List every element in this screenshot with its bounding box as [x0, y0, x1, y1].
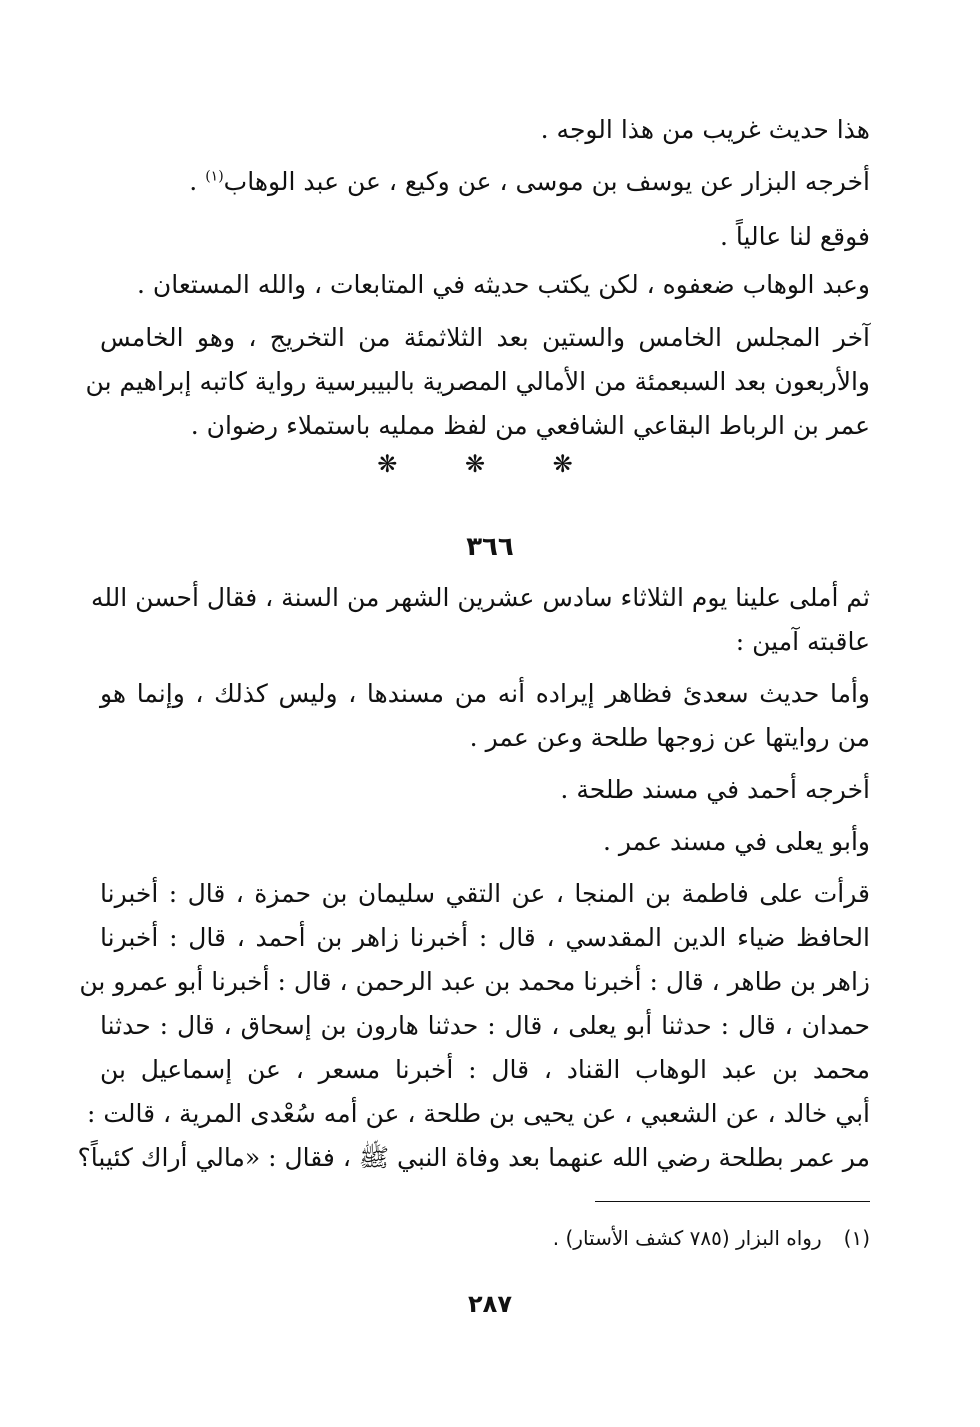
text-line: أخرجه أحمد في مسند طلحة .	[560, 775, 870, 804]
text-line: قرأت على فاطمة بن المنجا ، عن التقي سليمان بن حمزة ، قال : أخبرنا	[100, 879, 870, 908]
text-line: وعبد الوهاب ضعفوه ، لكن يكتب حديثه في المتابعات ، والله المستعان .	[136, 270, 870, 299]
text-line: محمد بن عبد الوهاب القناد ، قال : أخبرنا مسعر ، عن إسماعيل بن	[100, 1055, 870, 1084]
footnote-text: رواه البزار (٧٨٥ كشف الأستار) .	[552, 1226, 822, 1250]
text-line-end: .	[189, 167, 206, 196]
text-line: آخر المجلس الخامس والستين بعد الثلاثمئة من التخريج ، وهو الخامس	[100, 323, 870, 352]
footnote-rule	[595, 1201, 870, 1202]
text-line: زاهر بن طاهر ، قال : أخبرنا محمد بن عبد الرحمن ، قال : أخبرنا أبو عمرو بن	[79, 967, 870, 996]
text-line: والأربعون بعد السبعمئة من الأمالي المصرية بالبيبرسية رواية كاتبه إبراهيم بن	[85, 367, 870, 396]
text-line: وأما حديث سعدئ فظاهر إيراده أنه من مسندها ، وليس كذلك ، وإنما هو	[100, 679, 870, 708]
text-line: عاقبته آمين :	[735, 627, 870, 656]
footnote-reference: (١)	[205, 168, 224, 185]
text-line: ثم أملى علينا يوم الثلاثاء سادس عشرين الشهر من السنة ، فقال أحسن الله	[90, 583, 870, 612]
text-line: أبي خالد ، عن الشعبي ، عن يحيى بن طلحة ، عن أمه سُعْدى المرية ، قالت :	[86, 1099, 870, 1128]
page-number: ٢٨٧	[468, 1290, 512, 1318]
text-line: فوقع لنا عالياً .	[720, 222, 870, 251]
footnote-number: (١)	[843, 1226, 870, 1250]
text-line: عمر بن الرباط البقاعي الشافعي من لفظ مملیه باستملاء رضوان .	[190, 411, 870, 440]
text-line: أخرجه البزار عن يوسف بن موسى ، عن وكيع ، عن عبد الوهاب	[223, 167, 870, 196]
section-number: ٣٦٦	[466, 532, 514, 562]
text-line: من روايتها عن زوجها طلحة وعن عمر .	[469, 723, 870, 752]
text-line: حمدان ، قال : حدثنا أبو يعلى ، قال : حدثنا هارون بن إسحاق ، قال : حدثنا	[100, 1011, 870, 1040]
text-line: مر عمر بطلحة رضي الله عنهما بعد وفاة النبي ﷺ ، فقال : «مالي أراك كئيباً؟	[77, 1143, 870, 1172]
section-separator: ❋ ❋ ❋	[377, 450, 603, 478]
footnote	[553, 1226, 870, 1250]
text-line-with-footnote	[189, 162, 870, 202]
text-line: الحافظ ضياء الدين المقدسي ، قال : أخبرنا زاهر بن أحمد ، قال : أخبرنا	[100, 923, 870, 952]
text-line: هذا حديث غريب من هذا الوجه .	[540, 115, 870, 144]
text-line: وأبو يعلى في مسند عمر .	[602, 827, 870, 856]
